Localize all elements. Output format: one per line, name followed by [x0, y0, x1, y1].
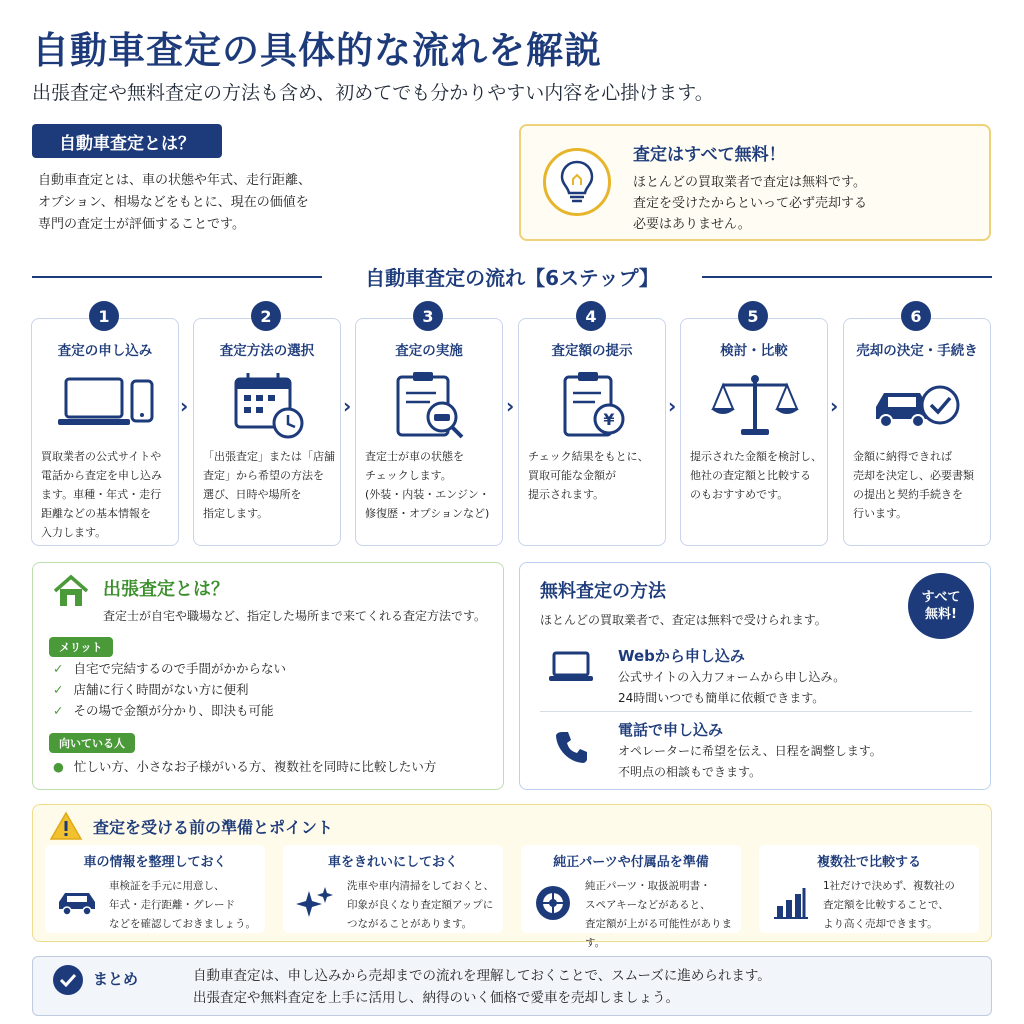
phone-method-text: オペレーターに希望を伝え、日程を調整します。 不明点の相談もできます。: [618, 744, 882, 779]
warning-icon: [49, 811, 83, 845]
chevron-right-icon: ›: [830, 394, 839, 418]
free-appraisal-box: [519, 562, 991, 790]
step-card-6: [843, 306, 991, 546]
bar-chart-icon: [769, 881, 813, 925]
merit-item: ✓ 自宅で完結するので手間がかからない: [53, 661, 286, 676]
check-icon: ✓: [53, 682, 64, 697]
step-description: 「出張査定」または「店舗 査定」から希望の方法を 選び、日時や場所を 指定します。: [203, 450, 335, 520]
summary-text: 自動車査定は、申し込みから売却までの流れを理解しておくことで、スムーズに進められます。 出張査定や無料査定を上手に活用し、納得のいく価格で愛車を売却しましょう。: [193, 968, 771, 1006]
chevron-right-icon: ›: [343, 394, 352, 418]
check-circle-icon: [53, 965, 83, 995]
preparation-title: 査定を受ける前の準備とポイント: [93, 818, 334, 837]
step-description: 提示された金額を検討し、 他社の査定額と比較する のもおすすめです。: [690, 450, 822, 501]
wheel-icon: [531, 881, 575, 925]
free-note-text: ほとんどの買取業者で査定は無料です。 査定を受けたからといって必ず売却する 必要はありません。: [633, 175, 868, 232]
step-number: 5: [738, 301, 768, 331]
step-title: 査定の申し込み: [57, 343, 153, 359]
flow-divider-left: [32, 276, 322, 278]
prep-card-clean: [283, 845, 503, 933]
laptop-icon: [548, 649, 594, 687]
step-number: 1: [89, 301, 119, 331]
prep-card-text: 車検証を手元に用意し、 年式・走行距離・グレード などを確認しておきましょう。: [109, 880, 256, 930]
check-icon: ✓: [53, 703, 64, 718]
prep-card-compare: [759, 845, 979, 933]
preparation-box: [32, 804, 992, 949]
merit-label: メリット: [49, 637, 113, 657]
prep-card-text: 洗車や車内清掃をしておくと、 印象が良くなり査定額アップに つながることがあります。: [347, 880, 494, 930]
step-number: 4: [576, 301, 606, 331]
step-description: 買取業者の公式サイトや 電話から査定を申し込み ます。車種・年式・走行 距離などの基本情報を 入力します。: [41, 450, 162, 539]
laptop-phone-icon: [56, 369, 156, 441]
summary-box: [32, 956, 992, 1016]
car-icon: [55, 881, 99, 925]
suited-item: ● 忙しい方、小さなお子様がいる方、複数社を同時に比較したい方: [53, 759, 437, 774]
all-free-badge: すべて 無料!: [908, 573, 974, 639]
intro-text: 自動車査定とは、車の状態や年式、走行距離、 オプション、相場などをもとに、現在の価値を 専門の査定士が評価することです。: [38, 173, 312, 232]
phone-icon: [554, 729, 590, 769]
step-title: 査定方法の選択: [219, 343, 315, 359]
step-card-1: [31, 306, 179, 546]
web-method-text: 公式サイトの入力フォームから申し込み。 24時間いつでも簡単に依頼できます。: [618, 670, 846, 705]
onsite-appraisal-box: [32, 562, 504, 790]
prep-card-title: 純正パーツや付属品を準備: [553, 855, 709, 870]
house-icon: [51, 573, 91, 613]
page-subtitle: 出張査定や無料査定の方法も含め、初めてでも分かりやすい内容を心掛けます。: [32, 82, 714, 104]
suited-label: 向いている人: [49, 733, 135, 753]
clipboard-yen-icon: [543, 369, 643, 441]
step-description: チェック結果をもとに、 買取可能な金額が 提示されます。: [528, 450, 649, 501]
check-icon: ✓: [53, 661, 64, 676]
prep-card-title: 複数社で比較する: [816, 855, 921, 870]
step-title: 検討・比較: [720, 343, 788, 359]
divider: [540, 711, 972, 712]
sparkle-icon: [293, 881, 337, 925]
scale-icon: [705, 369, 805, 441]
prep-card-info: [45, 845, 265, 933]
flow-title: 自動車査定の流れ【6ステップ】: [365, 266, 659, 290]
merit-item: ✓ その場で金額が分かり、即決も可能: [53, 703, 274, 718]
step-title: 査定の実施: [395, 343, 463, 359]
lightbulb-icon: [543, 148, 611, 216]
chevron-right-icon: ›: [506, 394, 515, 418]
svg-text:¥: ¥: [603, 410, 615, 429]
step-description: 金額に納得できれば 売却を決定し、必要書類 の提出と契約手続きを 行います。: [853, 450, 974, 520]
step-card-5: [680, 306, 828, 546]
step-description: 査定士が車の状態を チェックします。 (外装・内装・エンジン・ 修復歴・オプションなど): [365, 450, 490, 520]
step-card-2: [193, 306, 341, 546]
prep-card-title: 車の情報を整理しておく: [83, 855, 227, 870]
summary-label: まとめ: [93, 970, 139, 988]
chevron-right-icon: ›: [180, 394, 189, 418]
intro-label: 自動車査定とは？: [32, 124, 222, 158]
onsite-description: 査定士が自宅や職場など、指定した場所まで来てくれる査定方法です。: [103, 609, 487, 623]
merit-item: ✓ 店舗に行く時間がない方に便利: [53, 682, 249, 697]
clipboard-search-icon: [380, 369, 480, 441]
flow-divider-right: [702, 276, 992, 278]
bullet-icon: ●: [53, 759, 64, 774]
step-title: 売却の決定・手続き: [856, 343, 978, 359]
free-note-box: [519, 124, 991, 241]
prep-card-title: 車をきれいにしておく: [327, 855, 458, 870]
chevron-right-icon: ›: [668, 394, 677, 418]
method-title: 無料査定の方法: [540, 581, 666, 602]
page-title: 自動車査定の具体的な流れを解説: [32, 29, 602, 72]
step-title: 査定額の提示: [551, 343, 633, 359]
onsite-title: 出張査定とは？: [103, 579, 229, 600]
car-check-icon: [868, 369, 968, 441]
step-card-3: [355, 306, 503, 546]
prep-card-text: 純正パーツ・取扱説明書・ スペアキーなどがあると、 査定額が上がる可能性があります。: [585, 880, 732, 949]
web-method-title: Webから申し込み: [618, 647, 745, 665]
step-number: 6: [901, 301, 931, 331]
phone-method-title: 電話で申し込み: [618, 721, 724, 739]
prep-card-text: 1社だけで決めず、複数社の 査定額を比較することで、 より高く売却できます。: [823, 880, 955, 930]
free-note-title: 査定はすべて無料！: [633, 145, 786, 165]
prep-card-parts: [521, 845, 741, 949]
step-card-4: [518, 306, 666, 546]
step-number: 2: [251, 301, 281, 331]
method-description: ほとんどの買取業者で、査定は無料で受けられます。: [540, 613, 827, 627]
calendar-clock-icon: [218, 369, 318, 441]
step-number: 3: [413, 301, 443, 331]
